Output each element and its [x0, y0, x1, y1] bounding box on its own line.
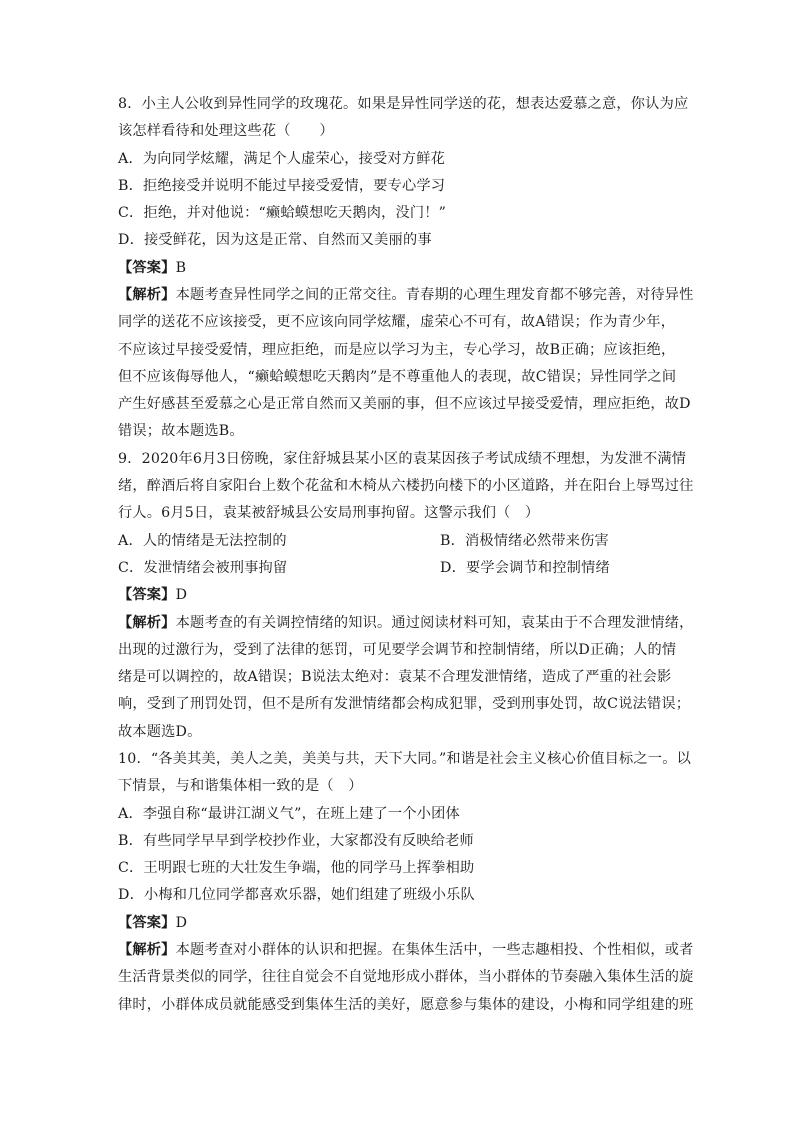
answer-line	[118, 585, 187, 605]
analysis-text: 本题考查异性同学之间的正常交往。青春期的心理生理发育都不够完善，对待异性	[175, 287, 694, 303]
option-d: D．要学会调节和控制情绪	[440, 560, 610, 576]
option-row	[118, 558, 610, 578]
option-a: A．人的情绪是无法控制的	[118, 533, 287, 549]
analysis-text: 本题考查的有关调控情绪的知识。通过阅读材料可知，袁某由于不合理发泄情绪，	[175, 615, 694, 631]
analysis-line: 生活背景类似的同学，往往自觉会不自觉地形成小群体，当小群体的节奏融入集体生活的旋	[118, 969, 694, 985]
option-row	[118, 531, 609, 551]
analysis-line: 故本题选D。	[118, 724, 202, 740]
analysis-line	[118, 613, 694, 633]
analysis-line: 不应该过早接受爱情，理应拒绝，而是应以学习为主，专心学习，故B正确；应该拒绝，	[118, 342, 676, 358]
answer-tag: 【答案】	[118, 915, 176, 931]
option-d: D．小梅和几位同学都喜欢乐器，她们组建了班级小乐队	[118, 887, 475, 903]
analysis-text: 本题考查对小群体的认识和把握。在集体生活中，一些志趣相投、个性相似，或者	[175, 942, 694, 958]
option-a: A．李强自称“最讲江湖义气”，在班上建了一个小团体	[118, 806, 460, 822]
option-c: C．发泄情绪会被刑事拘留	[118, 560, 288, 576]
question-stem-line: 该怎样看待和处理这些花（ ）	[118, 123, 334, 139]
answer-line	[118, 913, 187, 933]
analysis-line: 出现的过激行为，受到了法律的惩罚，可见要学会调节和控制情绪，所以D正确；人的情	[118, 642, 677, 658]
option-a: A．为向同学炫耀，满足个人虚荣心，接受对方鲜花	[118, 151, 445, 167]
analysis-line: 响，受到了刑罚处罚，但不是所有发泄情绪都会构成犯罪，受到刑事处罚，故C说法错误；	[118, 696, 691, 712]
question-stem-line: 绪，醉酒后将自家阳台上数个花盆和木椅从六楼扔向楼下的小区道路，并在阳台上辱骂过往	[118, 478, 694, 494]
answer-tag: 【答案】	[118, 260, 176, 276]
analysis-line: 同学的送花不应该接受，更不应该向同学炫耀，虚荣心不可有，故A错误；作为青少年，	[118, 314, 676, 330]
question-stem-line: 8．小主人公收到异性同学的玫瑰花。如果是异性同学送的花，想表达爱慕之意，你认为应	[118, 96, 689, 112]
analysis-line: 产生好感甚至爱慕之心是正常自然而又美丽的事，但不应该过早接受爱情，理应拒绝，故D	[118, 396, 691, 412]
analysis-line: 但不应该侮辱他人，“癞蛤蟆想吃天鹅肉”是不尊重他人的表现，故C错误；异性同学之间	[118, 369, 677, 385]
answer-value: D	[175, 587, 188, 603]
analysis-tag: 【解析】	[118, 942, 176, 958]
analysis-line: 绪是可以调控的，故A错误；B说法太绝对：袁某不合理发泄情绪，造成了严重的社会影	[118, 669, 672, 685]
answer-value: B	[175, 260, 187, 276]
answer-line	[118, 258, 186, 278]
option-d: D．接受鲜花，因为这是正常、自然而又美丽的事	[118, 232, 432, 248]
analysis-line	[118, 285, 694, 305]
option-c: C．拒绝，并对他说：“癞蛤蟆想吃天鹅肉，没门！”	[118, 205, 447, 221]
option-b: B．消极情绪必然带来伤害	[440, 533, 609, 549]
question-stem-line: 9．2020年6月3日傍晚，家住舒城县某小区的袁某因孩子考试成绩不理想，为发泄不满情	[118, 451, 687, 467]
question-stem-line: 行人。6月5日，袁某被舒城县公安局刑事拘留。这警示我们（ ）	[118, 505, 540, 521]
option-b: B．拒绝接受并说明不能过早接受爱情，要专心学习	[118, 178, 446, 194]
analysis-line: 错误；故本题选B。	[118, 423, 244, 439]
answer-value: D	[175, 915, 188, 931]
analysis-tag: 【解析】	[118, 615, 176, 631]
analysis-line	[118, 940, 694, 960]
option-b: B．有些同学早早到学校抄作业，大家都没有反映给老师	[118, 833, 474, 849]
question-stem-line: 下情景，与和谐集体相一致的是（ ）	[118, 778, 363, 794]
answer-tag: 【答案】	[118, 587, 176, 603]
analysis-line: 律时，小群体成员就能感受到集体生活的美好，愿意参与集体的建设，小梅和同学组建的班	[118, 997, 694, 1013]
option-c: C．王明跟七班的大壮发生争端，他的同学马上挥拳相助	[118, 860, 475, 876]
analysis-tag: 【解析】	[118, 287, 176, 303]
question-stem-line: 10．“各美其美，美人之美，美美与共，天下大同。”和谐是社会主义核心价值目标之一。以	[118, 751, 691, 767]
